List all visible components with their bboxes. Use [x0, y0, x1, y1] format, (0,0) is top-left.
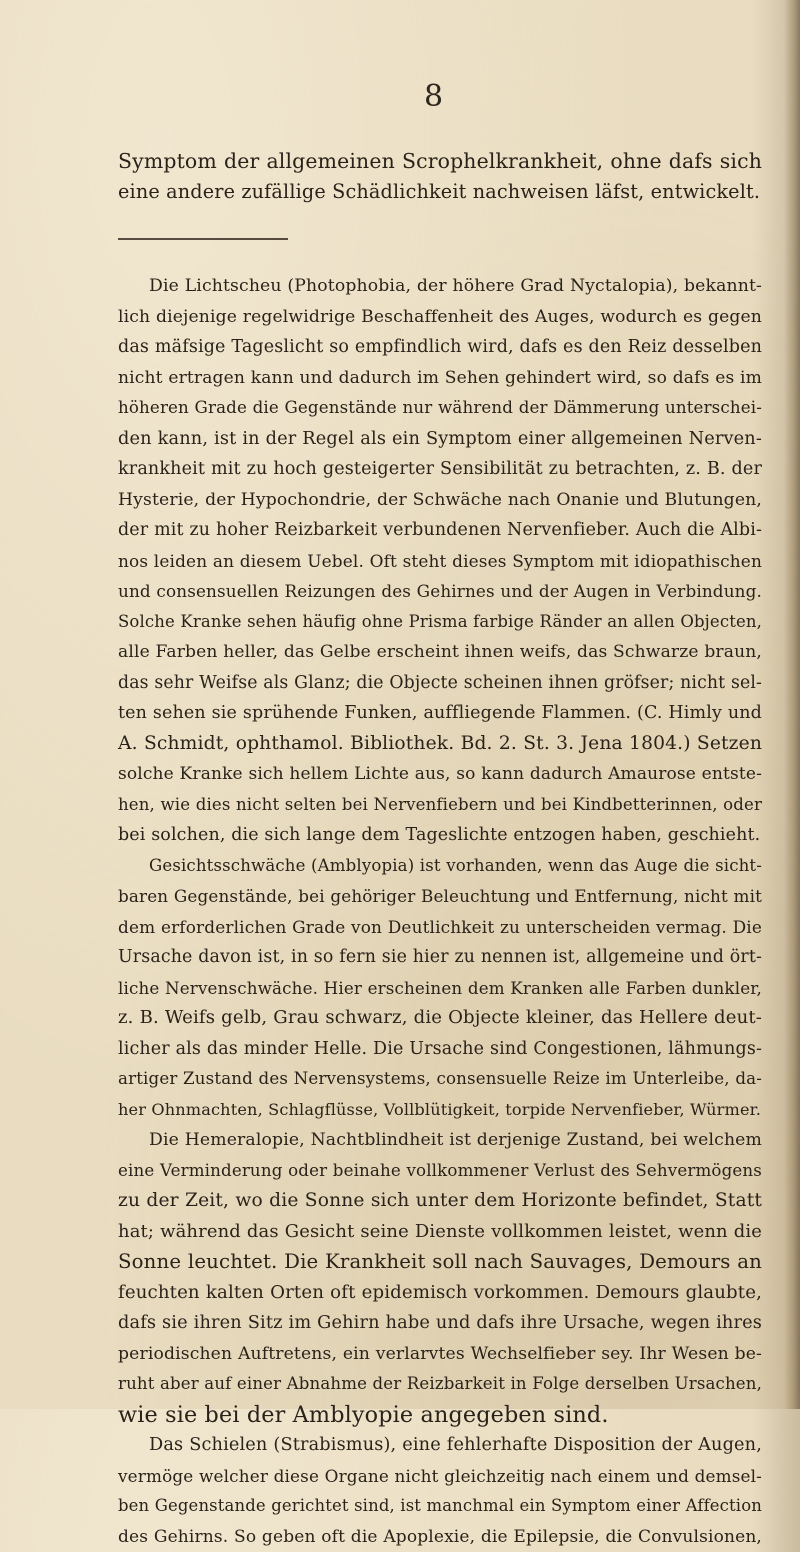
- text-line: und consensuellen Reizungen des Gehirnes und der Augen in Verbindung.: [118, 576, 762, 607]
- text-line: lich diejenige regelwidrige Beschaffenheit des Auges, wodurch es gegen: [118, 302, 762, 333]
- text-line: ruht aber auf einer Abnahme der Reizbarkeit in Folge derselben Ursachen,: [118, 1369, 762, 1400]
- text-line: Solche Kranke sehen häufig ohne Prisma farbige Ränder an allen Objecten,: [118, 607, 762, 638]
- text-line: nicht ertragen kann und dadurch im Sehen gehindert wird, so dafs es im: [118, 363, 762, 394]
- text-line: Ursache davon ist, in so fern sie hier zu nennen ist, allgemeine und ört-: [118, 942, 762, 973]
- text-line: liche Nervenschwäche. Hier erscheinen dem Kranken alle Farben dunkler,: [118, 973, 762, 1004]
- text-line: licher als das minder Helle. Die Ursache sind Congestionen, lähmungs-: [118, 1034, 762, 1065]
- text-line: Hysterie, der Hypochondrie, der Schwäche nach Onanie und Blutungen,: [118, 485, 762, 516]
- text-line: baren Gegenstände, bei gehöriger Beleuchtung und Entfernung, nicht mit: [118, 881, 762, 912]
- text-line: z. B. Weifs gelb, Grau schwarz, die Objecte kleiner, das Hellere deut-: [118, 1003, 762, 1034]
- text-line: hat; während das Gesicht seine Dienste vollkommen leistet, wenn die: [118, 1217, 762, 1248]
- paragraph-continuation: [118, 146, 762, 207]
- text-line: ben Gegenstande gerichtet sind, ist manchmal ein Symptom einer Affection: [118, 1491, 762, 1522]
- text-line: höheren Grade die Gegenstände nur während der Dämmerung unterschei-: [118, 393, 762, 424]
- text-line: wie sie bei der Amblyopie angegeben sind.: [118, 1400, 762, 1431]
- text-line: dafs sie ihren Sitz im Gehirn habe und dafs ihre Ursache, wegen ihres: [118, 1308, 762, 1339]
- text-line: eine Verminderung oder beinahe vollkommener Verlust des Sehvermögens: [118, 1156, 762, 1187]
- page-number: 8: [424, 82, 443, 112]
- paragraph-first-line: Die Lichtscheu (Photophobia, der höhere Grad Nyctalopia), bekannt-: [118, 271, 762, 302]
- text-line: der mit zu hoher Reizbarkeit verbundenen Nervenfieber. Auch die Albi-: [118, 515, 762, 546]
- text-line: alle Farben heller, das Gelbe erscheint ihnen weifs, das Schwarze braun,: [118, 637, 762, 668]
- text-line: hen, wie dies nicht selten bei Nervenfiebern und bei Kindbetterinnen, oder: [118, 790, 762, 821]
- text-line: ten sehen sie sprühende Funken, auffliegende Flammen. (C. Himly und: [118, 698, 762, 729]
- text-line: das sehr Weifse als Glanz; die Objecte scheinen ihnen gröfser; nicht sel-: [118, 668, 762, 699]
- text-line: bei solchen, die sich lange dem Tageslichte entzogen haben, geschieht.: [118, 820, 762, 851]
- section-separator-rule: [118, 238, 288, 240]
- paragraph-first-line: Die Hemeralopie, Nachtblindheit ist derjenige Zustand, bei welchem: [118, 1125, 762, 1156]
- text-line: artiger Zustand des Nervensystems, consensuelle Reize im Unterleibe, da-: [118, 1064, 762, 1095]
- text-line: Symptom der allgemeinen Scrophelkrankheit, ohne dafs sich: [118, 146, 762, 177]
- text-line: des Gehirns. So geben oft die Apoplexie, die Epilepsie, die Convulsionen,: [118, 1522, 762, 1552]
- text-line: A. Schmidt, ophthamol. Bibliothek. Bd. 2. St. 3. Jena 1804.) Setzen: [118, 729, 762, 760]
- page-edge-shadow: [784, 0, 800, 1409]
- text-line: zu der Zeit, wo die Sonne sich unter dem Horizonte befindet, Statt: [118, 1186, 762, 1217]
- text-line: solche Kranke sich hellem Lichte aus, so kann dadurch Amaurose entste-: [118, 759, 762, 790]
- text-line: nos leiden an diesem Uebel. Oft steht dieses Symptom mit idiopathischen: [118, 546, 762, 577]
- text-line: den kann, ist in der Regel als ein Symptom einer allgemeinen Nerven-: [118, 424, 762, 455]
- text-line: her Ohnmachten, Schlagflüsse, Vollblütigkeit, torpide Nervenfieber, Würmer.: [118, 1095, 762, 1126]
- paragraph-first-line: Gesichtsschwäche (Amblyopia) ist vorhanden, wenn das Auge die sicht-: [118, 851, 762, 882]
- main-text: [118, 271, 762, 1552]
- text-line: eine andere zufällige Schädlichkeit nachweisen läfst, entwickelt.: [118, 177, 762, 208]
- text-line: vermöge welcher diese Organe nicht gleichzeitig nach einem und demsel-: [118, 1461, 762, 1492]
- paragraph-first-line: Das Schielen (Strabismus), eine fehlerhafte Disposition der Augen,: [118, 1430, 762, 1461]
- text-line: feuchten kalten Orten oft epidemisch vorkommen. Demours glaubte,: [118, 1278, 762, 1309]
- text-line: periodischen Auftretens, ein verlarvtes Wechselfieber sey. Ihr Wesen be-: [118, 1339, 762, 1370]
- text-line: Sonne leuchtet. Die Krankheit soll nach Sauvages, Demours an: [118, 1247, 762, 1278]
- text-line: das mäfsige Tageslicht so empfindlich wird, dafs es den Reiz desselben: [118, 332, 762, 363]
- text-line: dem erforderlichen Grade von Deutlichkeit zu unterscheiden vermag. Die: [118, 912, 762, 943]
- text-line: krankheit mit zu hoch gesteigerter Sensibilität zu betrachten, z. B. der: [118, 454, 762, 485]
